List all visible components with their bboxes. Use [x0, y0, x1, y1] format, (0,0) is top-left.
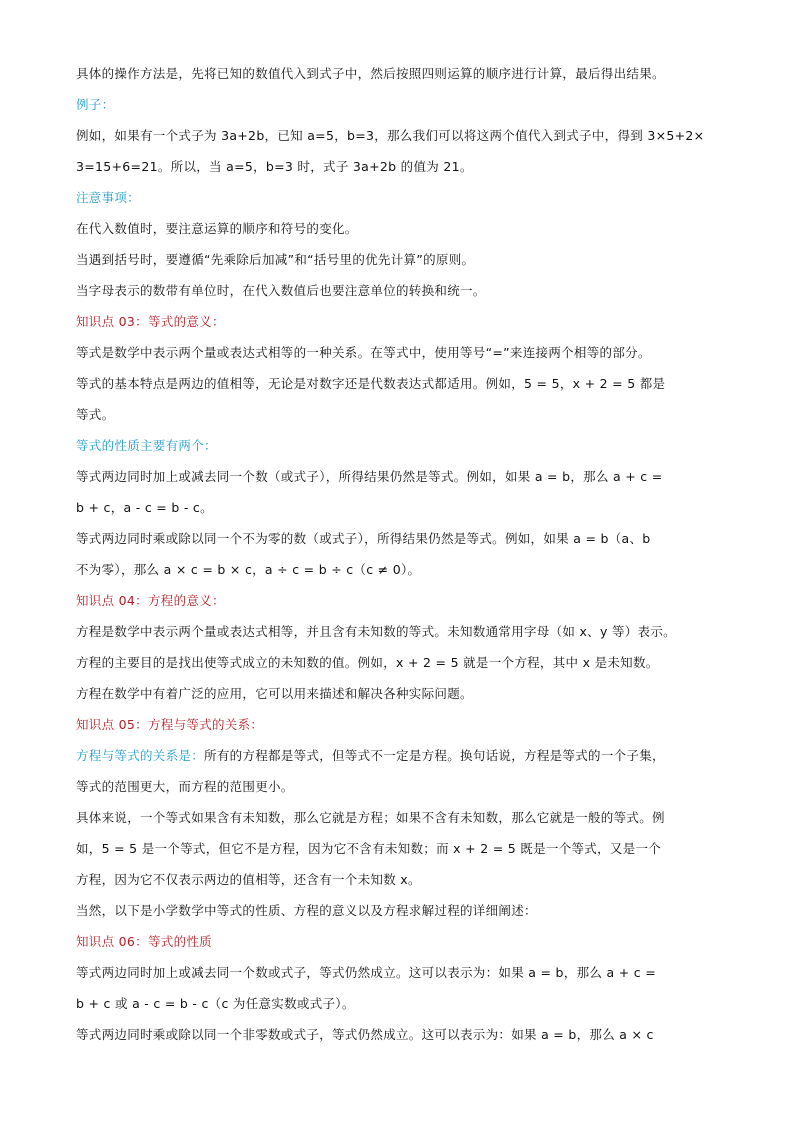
paragraph-line: 等式两边同时加上或减去同一个数或式子，等式仍然成立。这可以表示为：如果 a = b，那么 a + c = — [76, 965, 656, 980]
paragraph-line: 如，5 = 5 是一个等式，但它不是方程，因为它不含有未知数；而 x + 2 = 5 既是一个等式，又是一个 — [76, 841, 662, 856]
paragraph-line: 等式两边同时加上或减去同一个数（或式子），所得结果仍然是等式。例如，如果 a = b，那么 a + c = — [76, 469, 663, 484]
paragraph-line: 方程在数学中有着广泛的应用，它可以用来描述和解决各种实际问题。 — [76, 686, 473, 701]
paragraph-line: 例如，如果有一个式子为 3a+2b，已知 a=5，b=3，那么我们可以将这两个值代入到式子中，得到 3×5+2× — [76, 128, 705, 143]
section-label-properties: 等式的性质主要有两个： — [76, 438, 217, 453]
paragraph-line: 等式是数学中表示两个量或表达式相等的一种关系。在等式中，使用等号“=”来连接两个相等的部分。 — [76, 345, 651, 360]
paragraph-line: 等式的范围更大，而方程的范围更小。 — [76, 779, 294, 794]
paragraph-line-mixed — [76, 740, 721, 771]
section-label-notes: 注意事项： — [76, 190, 141, 205]
heading-knowledge-point-03: 知识点 03：等式的意义： — [76, 314, 225, 329]
heading-knowledge-point-05: 知识点 05：方程与等式的关系： — [76, 717, 264, 732]
section-label-example: 例子： — [76, 97, 115, 112]
paragraph-line: 方程，因为它不仅表示两边的值相等，还含有一个未知数 x。 — [76, 872, 421, 887]
paragraph-line: 当遇到括号时，要遵循“先乘除后加减”和“括号里的优先计算”的原则。 — [76, 252, 475, 267]
paragraph-line: 具体的操作方法是，先将已知的数值代入到式子中，然后按照四则运算的顺序进行计算，最后得出结果。 — [76, 66, 665, 81]
paragraph-line: 不为零），那么 a × c = b × c，a ÷ c = b ÷ c（c ≠ 0）。 — [76, 562, 421, 577]
paragraph-line: 在代入数值时，要注意运算的顺序和符号的变化。 — [76, 221, 358, 236]
document-body — [76, 58, 721, 1050]
inline-text: 所有的方程都是等式，但等式不一定是方程。换句话说，方程是等式的一个子集， — [204, 748, 665, 763]
paragraph-line: 方程是数学中表示两个量或表达式相等，并且含有未知数的等式。未知数通常用字母（如 x、y 等）表示。 — [76, 624, 676, 639]
paragraph-line: b + c 或 a - c = b - c（c 为任意实数或式子）。 — [76, 996, 355, 1011]
paragraph-line: 具体来说，一个等式如果含有未知数，那么它就是方程；如果不含有未知数，那么它就是一般的等式。例 — [76, 810, 665, 825]
paragraph-line: b + c，a - c = b - c。 — [76, 500, 213, 515]
paragraph-line: 等式两边同时乘或除以同一个非零数或式子，等式仍然成立。这可以表示为：如果 a = b，那么 a × c — [76, 1027, 654, 1042]
paragraph-line: 等式的基本特点是两边的值相等，无论是对数字还是代数表达式都适用。例如，5 = 5，x + 2 = 5 都是 — [76, 376, 666, 391]
paragraph-line: 3=15+6=21。所以，当 a=5，b=3 时，式子 3a+2b 的值为 21。 — [76, 159, 473, 174]
paragraph-line: 等式两边同时乘或除以同一个不为零的数（或式子），所得结果仍然是等式。例如，如果 a = b（a、b — [76, 531, 651, 546]
paragraph-line: 当字母表示的数带有单位时，在代入数值后也要注意单位的转换和统一。 — [76, 283, 486, 298]
paragraph-line: 方程的主要目的是找出使等式成立的未知数的值。例如，x + 2 = 5 就是一个方程，其中 x 是未知数。 — [76, 655, 659, 670]
paragraph-line: 当然，以下是小学数学中等式的性质、方程的意义以及方程求解过程的详细阐述： — [76, 903, 537, 918]
paragraph-line: 等式。 — [76, 407, 115, 422]
heading-knowledge-point-06: 知识点 06：等式的性质 — [76, 934, 212, 949]
heading-knowledge-point-04: 知识点 04：方程的意义： — [76, 593, 225, 608]
inline-label-relation: 方程与等式的关系是： — [76, 748, 205, 763]
